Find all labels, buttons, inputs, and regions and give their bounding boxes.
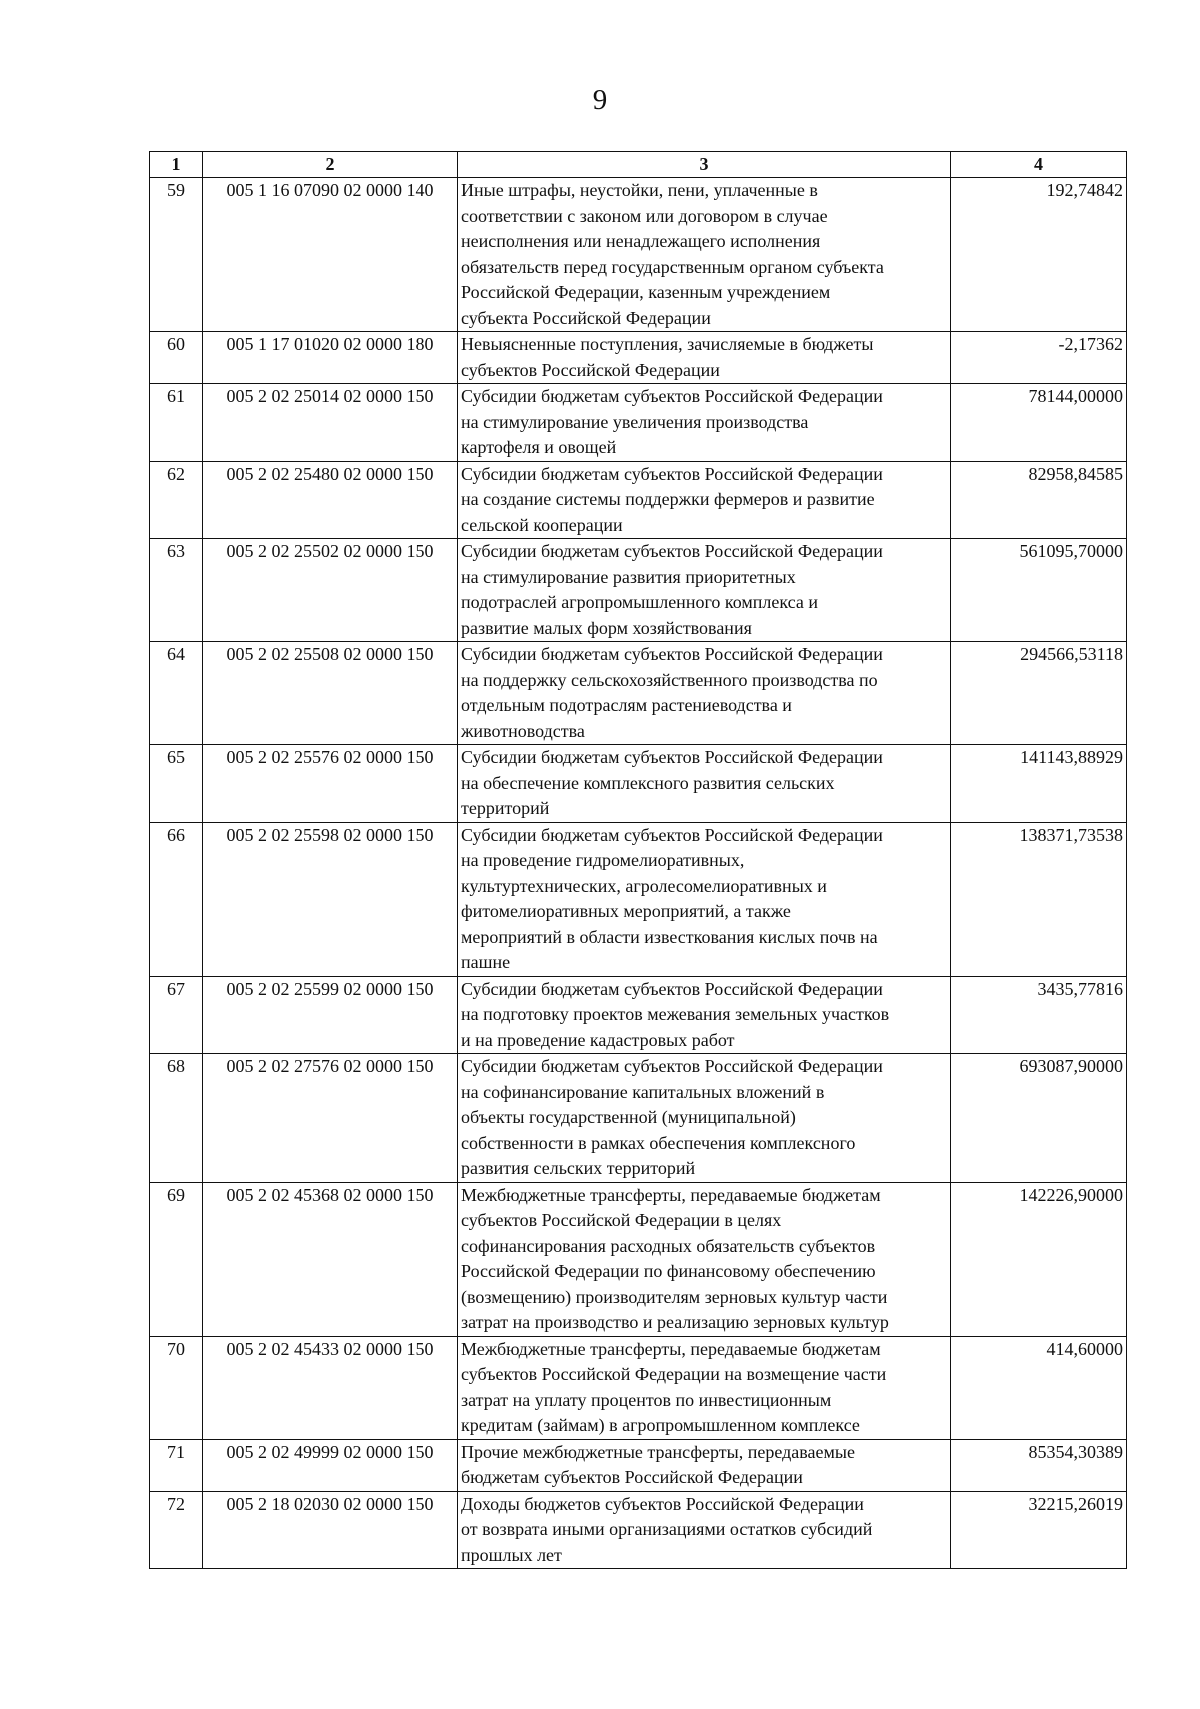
header-col-number: 1 <box>150 152 203 178</box>
amount-value: 138371,73538 <box>951 822 1127 976</box>
revenue-description <box>458 1054 951 1183</box>
revenue-description <box>458 745 951 823</box>
description-line: на стимулирование увеличения производства <box>461 411 809 432</box>
row-number: 65 <box>150 745 203 823</box>
description-line: субъекта Российской Федерации <box>461 307 711 328</box>
row-number: 67 <box>150 976 203 1054</box>
row-number: 72 <box>150 1491 203 1569</box>
description-line: и на проведение кадастровых работ <box>461 1029 735 1050</box>
row-number: 61 <box>150 384 203 462</box>
amount-value: 142226,90000 <box>951 1182 1127 1336</box>
amount-value: 561095,70000 <box>951 539 1127 642</box>
amount-value: 32215,26019 <box>951 1491 1127 1569</box>
description-line: затрат на уплату процентов по инвестиционным <box>461 1389 832 1410</box>
description-line: развития сельских территорий <box>461 1158 696 1178</box>
row-number: 69 <box>150 1182 203 1336</box>
revenue-description <box>458 1439 951 1491</box>
description-line: пашне <box>461 952 511 972</box>
budget-classification-code: 005 2 02 27576 02 0000 150 <box>203 1054 458 1183</box>
table-row <box>150 539 1127 642</box>
amount-value: 294566,53118 <box>951 642 1127 745</box>
description-line: собственности в рамках обеспечения комплексного <box>461 1132 856 1153</box>
page-number: 9 <box>592 84 608 116</box>
budget-classification-code: 005 2 02 45433 02 0000 150 <box>203 1336 458 1439</box>
row-number: 70 <box>150 1336 203 1439</box>
table-row <box>150 1182 1127 1336</box>
description-line: Межбюджетные трансферты, передаваемые бюджетам <box>461 1338 881 1359</box>
description-line: на обеспечение комплексного развития сельских <box>461 772 835 793</box>
table-header-row <box>150 152 1127 178</box>
table-row <box>150 1336 1127 1439</box>
revenue-description <box>458 822 951 976</box>
description-line: фитомелиоративных мероприятий, а также <box>461 901 791 921</box>
table-row <box>150 642 1127 745</box>
table-body <box>150 178 1127 1569</box>
revenue-description <box>458 1491 951 1569</box>
description-line: Субсидии бюджетам субъектов Российской Федерации <box>461 978 883 999</box>
description-line: на проведение гидромелиоративных, <box>461 850 745 870</box>
description-line: Субсидии бюджетам субъектов Российской Федерации <box>461 824 883 845</box>
description-line: сельской кооперации <box>461 514 623 535</box>
row-number: 68 <box>150 1054 203 1183</box>
row-number: 63 <box>150 539 203 642</box>
description-line: Иные штрафы, неустойки, пени, уплаченные в <box>461 180 818 200</box>
table-row <box>150 976 1127 1054</box>
amount-value: 414,60000 <box>951 1336 1127 1439</box>
budget-classification-code: 005 2 02 45368 02 0000 150 <box>203 1182 458 1336</box>
description-line: Прочие межбюджетные трансферты, передаваемые <box>461 1441 855 1462</box>
budget-classification-code: 005 2 02 25502 02 0000 150 <box>203 539 458 642</box>
description-line: неисполнения или ненадлежащего исполнения <box>461 231 821 251</box>
row-number: 59 <box>150 178 203 332</box>
description-line: субъектов Российской Федерации на возмещение части <box>461 1364 887 1384</box>
description-line: отдельным подотраслям растениеводства и <box>461 695 792 715</box>
row-number: 64 <box>150 642 203 745</box>
description-line: на поддержку сельскохозяйственного производства по <box>461 669 878 690</box>
amount-value: 82958,84585 <box>951 461 1127 539</box>
table-row <box>150 332 1127 384</box>
budget-classification-code: 005 2 02 25598 02 0000 150 <box>203 822 458 976</box>
description-line: культуртехнических, агролесомелиоративных и <box>461 875 827 896</box>
description-line: прошлых лет <box>461 1544 562 1565</box>
description-line: Доходы бюджетов субъектов Российской Федерации <box>461 1493 864 1514</box>
description-line: на подготовку проектов межевания земельных участков <box>461 1004 890 1024</box>
amount-value: 85354,30389 <box>951 1439 1127 1491</box>
table-row <box>150 461 1127 539</box>
revenue-description <box>458 461 951 539</box>
table-row <box>150 1054 1127 1183</box>
description-line: обязательств перед государственным органом субъекта <box>461 256 884 277</box>
description-line: Субсидии бюджетам субъектов Российской Федерации <box>461 747 883 767</box>
row-number: 66 <box>150 822 203 976</box>
description-line: на стимулирование развития приоритетных <box>461 566 796 587</box>
revenue-description <box>458 384 951 462</box>
amount-value: 192,74842 <box>951 178 1127 332</box>
table-row <box>150 178 1127 332</box>
amount-value: 78144,00000 <box>951 384 1127 462</box>
description-line: Российской Федерации по финансовому обеспечению <box>461 1261 876 1281</box>
budget-classification-code: 005 2 02 25480 02 0000 150 <box>203 461 458 539</box>
budget-classification-code: 005 1 17 01020 02 0000 180 <box>203 332 458 384</box>
description-line: субъектов Российской Федерации <box>461 359 720 380</box>
description-line: от возврата иными организациями остатков субсидий <box>461 1519 873 1539</box>
table-row <box>150 384 1127 462</box>
amount-value: 693087,90000 <box>951 1054 1127 1183</box>
row-number: 60 <box>150 332 203 384</box>
description-line: бюджетам субъектов Российской Федерации <box>461 1467 803 1487</box>
amount-value: 141143,88929 <box>951 745 1127 823</box>
description-line: субъектов Российской Федерации в целях <box>461 1210 782 1230</box>
description-line: картофеля и овощей <box>461 437 617 457</box>
description-line: кредитам (займам) в агропромышленном комплексе <box>461 1415 860 1435</box>
header-col-amount: 4 <box>951 152 1127 178</box>
description-line: Невыясненные поступления, зачисляемые в бюджеты <box>461 334 874 354</box>
revenue-table <box>149 151 1127 1569</box>
header-col-code: 2 <box>203 152 458 178</box>
budget-classification-code: 005 2 02 49999 02 0000 150 <box>203 1439 458 1491</box>
description-line: Субсидии бюджетам субъектов Российской Федерации <box>461 541 883 561</box>
revenue-description <box>458 332 951 384</box>
budget-classification-code: 005 2 02 25014 02 0000 150 <box>203 384 458 462</box>
revenue-description <box>458 539 951 642</box>
description-line: на создание системы поддержки фермеров и развитие <box>461 489 875 509</box>
description-line: Субсидии бюджетам субъектов Российской Федерации <box>461 463 883 484</box>
header-col-name: 3 <box>458 152 951 178</box>
description-line: затрат на производство и реализацию зерновых культур <box>461 1312 889 1332</box>
description-line: соответствии с законом или договором в случае <box>461 205 828 226</box>
table-row <box>150 822 1127 976</box>
amount-value: 3435,77816 <box>951 976 1127 1054</box>
description-line: животноводства <box>461 720 585 741</box>
description-line: объекты государственной (муниципальной) <box>461 1107 796 1127</box>
description-line: на софинансирование капитальных вложений в <box>461 1081 825 1102</box>
budget-classification-code: 005 2 18 02030 02 0000 150 <box>203 1491 458 1569</box>
revenue-description <box>458 1182 951 1336</box>
description-line: мероприятий в области известкования кислых почв на <box>461 926 878 947</box>
amount-value: -2,17362 <box>951 332 1127 384</box>
description-line: Российской Федерации, казенным учреждением <box>461 282 831 302</box>
budget-classification-code: 005 1 16 07090 02 0000 140 <box>203 178 458 332</box>
description-line: Межбюджетные трансферты, передаваемые бюджетам <box>461 1184 881 1205</box>
row-number: 71 <box>150 1439 203 1491</box>
description-line: подотраслей агропромышленного комплекса и <box>461 592 818 612</box>
table-row <box>150 1439 1127 1491</box>
description-line: (возмещению) производителям зерновых культур части <box>461 1286 888 1307</box>
description-line: территорий <box>461 798 550 818</box>
row-number: 62 <box>150 461 203 539</box>
description-line: Субсидии бюджетам субъектов Российской Федерации <box>461 1056 883 1076</box>
description-line: Субсидии бюджетам субъектов Российской Федерации <box>461 386 883 406</box>
budget-classification-code: 005 2 02 25599 02 0000 150 <box>203 976 458 1054</box>
revenue-description <box>458 976 951 1054</box>
description-line: Субсидии бюджетам субъектов Российской Федерации <box>461 644 883 664</box>
description-line: софинансирования расходных обязательств субъектов <box>461 1235 876 1256</box>
revenue-description <box>458 642 951 745</box>
revenue-description <box>458 178 951 332</box>
table-row <box>150 745 1127 823</box>
table-row <box>150 1491 1127 1569</box>
description-line: развитие малых форм хозяйствования <box>461 617 752 638</box>
budget-classification-code: 005 2 02 25508 02 0000 150 <box>203 642 458 745</box>
budget-classification-code: 005 2 02 25576 02 0000 150 <box>203 745 458 823</box>
revenue-description <box>458 1336 951 1439</box>
